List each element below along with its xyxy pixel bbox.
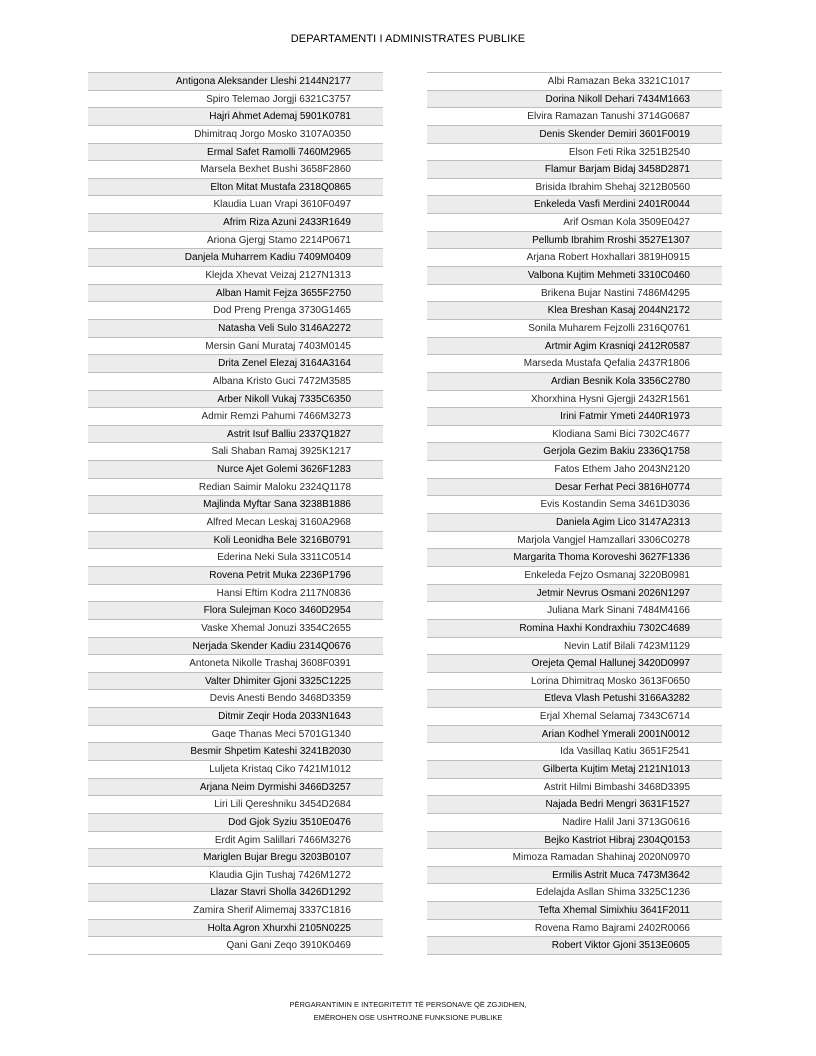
list-item: Alfred Mecan Leskaj 3160A2968 — [88, 514, 383, 532]
list-item: Marsela Bexhet Bushi 3658F2860 — [88, 161, 383, 179]
list-item: Gilberta Kujtim Metaj 2121N1013 — [427, 761, 722, 779]
list-item: Klodiana Sami Bici 7302C4677 — [427, 426, 722, 444]
list-item: Bejko Kastriot Hibraj 2304Q0153 — [427, 832, 722, 850]
list-item: Pellumb Ibrahim Rroshi 3527E1307 — [427, 232, 722, 250]
list-item: Dorina Nikoll Dehari 7434M1663 — [427, 91, 722, 109]
list-item: Erdit Agim Salillari 7466M3276 — [88, 832, 383, 850]
list-item: Nerjada Skender Kadiu 2314Q0676 — [88, 638, 383, 656]
list-item: Marjola Vangjel Hamzallari 3306C0278 — [427, 532, 722, 550]
list-item: Elvira Ramazan Tanushi 3714G0687 — [427, 108, 722, 126]
list-item: Mimoza Ramadan Shahinaj 2020N0970 — [427, 849, 722, 867]
list-item: Luljeta Kristaq Ciko 7421M1012 — [88, 761, 383, 779]
list-item: Alban Hamit Fejza 3655F2750 — [88, 285, 383, 303]
list-item: Gaqe Thanas Meci 5701G1340 — [88, 726, 383, 744]
list-item: Desar Ferhat Peci 3816H0774 — [427, 479, 722, 497]
list-item: Albana Kristo Guci 7472M3585 — [88, 373, 383, 391]
list-item: Hajri Ahmet Ademaj 5901K0781 — [88, 108, 383, 126]
list-item: Klaudia Luan Vrapi 3610F0497 — [88, 196, 383, 214]
list-item: Mersin Gani Murataj 7403M0145 — [88, 338, 383, 356]
list-item: Enkeleda Vasfi Merdini 2401R0044 — [427, 196, 722, 214]
list-item: Brisida Ibrahim Shehaj 3212B0560 — [427, 179, 722, 197]
left-name-list — [88, 72, 383, 955]
list-item: Edelajda Asllan Shima 3325C1236 — [427, 884, 722, 902]
list-item: Antigona Aleksander Lleshi 2144N2177 — [88, 73, 383, 91]
list-item: Margarita Thoma Koroveshi 3627F1336 — [427, 549, 722, 567]
page-title: DEPARTAMENTI I ADMINISTRATES PUBLIKE — [290, 33, 526, 45]
list-item: Tefta Xhemal Simixhiu 3641F2011 — [427, 902, 722, 920]
list-item: Admir Remzi Pahumi 7466M3273 — [88, 408, 383, 426]
list-item: Dod Preng Prenga 3730G1465 — [88, 302, 383, 320]
list-item: Rovena Ramo Bajrami 2402R0066 — [427, 920, 722, 938]
list-item: Arian Kodhel Ymerali 2001N0012 — [427, 726, 722, 744]
list-item: Drita Zenel Elezaj 3164A3164 — [88, 355, 383, 373]
list-item: Albi Ramazan Beka 3321C1017 — [427, 73, 722, 91]
list-item: Ditmir Zeqir Hoda 2033N1643 — [88, 708, 383, 726]
list-item: Sali Shaban Ramaj 3925K1217 — [88, 443, 383, 461]
list-item: Orejeta Qemal Hallunej 3420D0997 — [427, 655, 722, 673]
list-item: Ederina Neki Sula 3311C0514 — [88, 549, 383, 567]
list-item: Etleva Vlash Petushi 3166A3282 — [427, 690, 722, 708]
list-item: Liri Lili Qereshniku 3454D2684 — [88, 796, 383, 814]
list-item: Danjela Muharrem Kadiu 7409M0409 — [88, 249, 383, 267]
list-item: Koli Leonidha Bele 3216B0791 — [88, 532, 383, 550]
list-item: Astrit Isuf Balliu 2337Q1827 — [88, 426, 383, 444]
list-item: Fatos Ethem Jaho 2043N2120 — [427, 461, 722, 479]
list-item: Irini Fatmir Ymeti 2440R1973 — [427, 408, 722, 426]
page-footer — [0, 998, 816, 1024]
list-item: Arjana Robert Hoxhallari 3819H0915 — [427, 249, 722, 267]
list-item: Dod Gjok Syziu 3510E0476 — [88, 814, 383, 832]
list-item: Majlinda Myftar Sana 3238B1886 — [88, 496, 383, 514]
list-item: Ardian Besnik Kola 3356C2780 — [427, 373, 722, 391]
list-item: Sonila Muharem Fejzolli 2316Q0761 — [427, 320, 722, 338]
list-item: Gerjola Gezim Bakiu 2336Q1758 — [427, 443, 722, 461]
list-item: Ermilis Astrit Muca 7473M3642 — [427, 867, 722, 885]
right-name-list — [427, 72, 722, 955]
list-item: Klea Breshan Kasaj 2044N2172 — [427, 302, 722, 320]
list-item: Astrit Hilmi Bimbashi 3468D3395 — [427, 779, 722, 797]
list-item: Devis Anesti Bendo 3468D3359 — [88, 690, 383, 708]
list-item: Ida Vasillaq Katiu 3651F2541 — [427, 743, 722, 761]
list-item: Nadire Halil Jani 3713G0616 — [427, 814, 722, 832]
list-item: Erjal Xhemal Selamaj 7343C6714 — [427, 708, 722, 726]
list-item: Nevin Latif Bilali 7423M1129 — [427, 638, 722, 656]
list-item: Flamur Barjam Bidaj 3458D2871 — [427, 161, 722, 179]
list-item: Robert Viktor Gjoni 3513E0605 — [427, 937, 722, 955]
list-item: Qani Gani Zeqo 3910K0469 — [88, 937, 383, 955]
list-item: Elton Mitat Mustafa 2318Q0865 — [88, 179, 383, 197]
list-item: Ermal Safet Ramolli 7460M2965 — [88, 144, 383, 162]
list-item: Vaske Xhemal Jonuzi 3354C2655 — [88, 620, 383, 638]
list-item: Jetmir Nevrus Osmani 2026N1297 — [427, 585, 722, 603]
list-item: Hansi Eftim Kodra 2117N0836 — [88, 585, 383, 603]
list-item: Antoneta Nikolle Trashaj 3608F0391 — [88, 655, 383, 673]
list-item: Klejda Xhevat Veizaj 2127N1313 — [88, 267, 383, 285]
list-item: Romina Haxhi Kondraxhiu 7302C4689 — [427, 620, 722, 638]
list-item: Klaudia Gjin Tushaj 7426M1272 — [88, 867, 383, 885]
list-item: Afrim Riza Azuni 2433R1649 — [88, 214, 383, 232]
list-item: Dhimitraq Jorgo Mosko 3107A0350 — [88, 126, 383, 144]
list-item: Redian Saimir Maloku 2324Q1178 — [88, 479, 383, 497]
list-item: Flora Sulejman Koco 3460D2954 — [88, 602, 383, 620]
list-item: Brikena Bujar Nastini 7486M4295 — [427, 285, 722, 303]
list-item: Valter Dhimiter Gjoni 3325C1225 — [88, 673, 383, 691]
list-item: Llazar Stavri Sholla 3426D1292 — [88, 884, 383, 902]
list-item: Lorina Dhimitraq Mosko 3613F0650 — [427, 673, 722, 691]
list-item: Ariona Gjergj Stamo 2214P0671 — [88, 232, 383, 250]
list-item: Arjana Neim Dyrmishi 3466D3257 — [88, 779, 383, 797]
list-item: Elson Feti Rika 3251B2540 — [427, 144, 722, 162]
footer-line-2: EMËROHEN OSE USHTROJNË FUNKSIONE PUBLIKE — [313, 1013, 503, 1022]
list-item: Zamira Sherif Alimemaj 3337C1816 — [88, 902, 383, 920]
list-item: Arif Osman Kola 3509E0427 — [427, 214, 722, 232]
list-item: Nurce Ajet Golemi 3626F1283 — [88, 461, 383, 479]
list-item: Spiro Telemao Jorgji 6321C3757 — [88, 91, 383, 109]
list-item: Denis Skender Demiri 3601F0019 — [427, 126, 722, 144]
list-item: Artmir Agim Krasniqi 2412R0587 — [427, 338, 722, 356]
list-item: Marseda Mustafa Qefalia 2437R1806 — [427, 355, 722, 373]
list-item: Najada Bedri Mengri 3631F1527 — [427, 796, 722, 814]
list-item: Mariglen Bujar Bregu 3203B0107 — [88, 849, 383, 867]
list-item: Evis Kostandin Sema 3461D3036 — [427, 496, 722, 514]
list-item: Besmir Shpetim Kateshi 3241B2030 — [88, 743, 383, 761]
list-item: Holta Agron Xhurxhi 2105N0225 — [88, 920, 383, 938]
list-item: Xhorxhina Hysni Gjergji 2432R1561 — [427, 391, 722, 409]
list-item: Arber Nikoll Vukaj 7335C6350 — [88, 391, 383, 409]
list-item: Rovena Petrit Muka 2236P1796 — [88, 567, 383, 585]
list-item: Daniela Agim Lico 3147A2313 — [427, 514, 722, 532]
list-item: Enkeleda Fejzo Osmanaj 3220B0981 — [427, 567, 722, 585]
footer-line-1: PËRGARANTIMIN E INTEGRITETIT TË PERSONAVE QË ZGJIDHEN, — [289, 1000, 527, 1009]
list-item: Juliana Mark Sinani 7484M4166 — [427, 602, 722, 620]
list-item: Valbona Kujtim Mehmeti 3310C0460 — [427, 267, 722, 285]
list-item: Natasha Veli Sulo 3146A2272 — [88, 320, 383, 338]
